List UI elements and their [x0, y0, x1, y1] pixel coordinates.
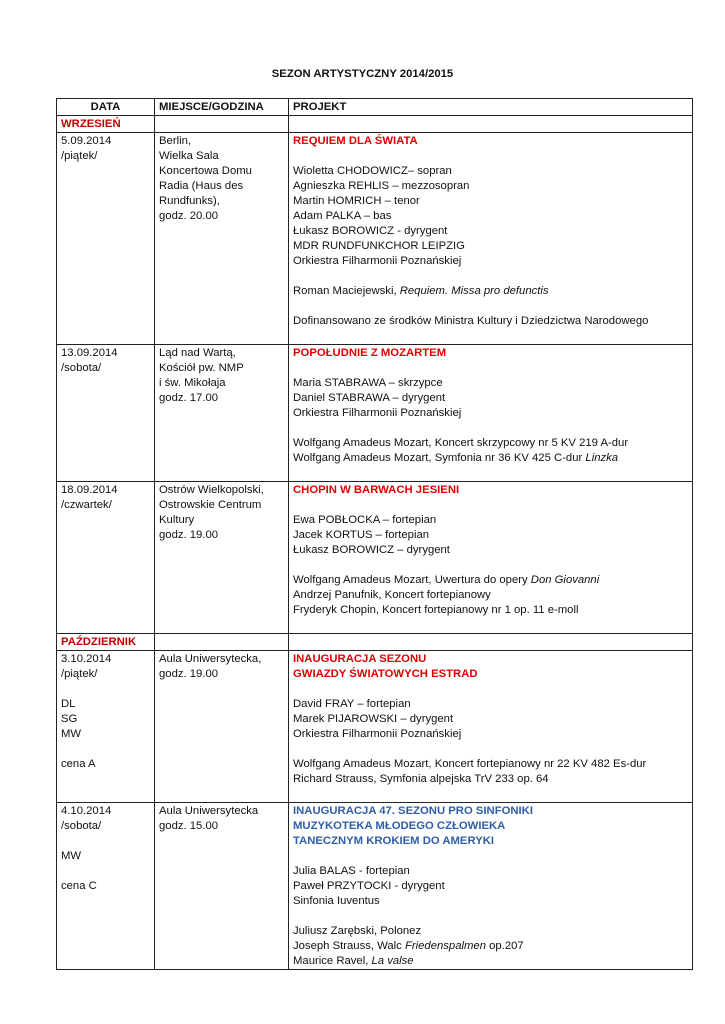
- event-date-cell: [57, 133, 155, 345]
- performer-line: David FRAY – fortepian: [293, 698, 411, 710]
- spacer: [293, 361, 688, 376]
- spacer: [293, 787, 688, 802]
- spacer: [293, 299, 688, 314]
- event-date-cell: [57, 345, 155, 482]
- work-line: Wolfgang Amadeus Mozart, Uwertura do opery Don Giovanni: [293, 574, 600, 586]
- event-project-cell: [289, 651, 693, 803]
- work-line: Wolfgang Amadeus Mozart, Symfonia nr 36 KV 425 C-dur Linzka: [293, 452, 619, 464]
- place-line: godz. 19.00: [159, 529, 219, 541]
- performer-line: Łukasz BOROWICZ - dyrygent: [293, 225, 448, 237]
- performer-line: Marek PIJAROWSKI – dyrygent: [293, 713, 454, 725]
- spacer: [293, 618, 688, 633]
- month-row-september: [57, 116, 693, 133]
- event-place-cell: [155, 651, 289, 803]
- place-line: Ostrowskie Centrum: [159, 499, 262, 511]
- work-line: Juliusz Zarębski, Polonez: [293, 925, 422, 937]
- event-row: [57, 803, 693, 970]
- place-line: Koncertowa Domu: [159, 165, 252, 177]
- performer-line: Orkiestra Filharmonii Poznańskiej: [293, 728, 462, 740]
- work-line: Wolfgang Amadeus Mozart, Koncert fortepianowy nr 22 KV 482 Es-dur: [293, 758, 647, 770]
- performer-line: Maria STABRAWA – skrzypce: [293, 377, 443, 389]
- date-line: 13.09.2014: [61, 347, 118, 359]
- spacer: [293, 558, 688, 573]
- place-line: godz. 19.00: [159, 668, 219, 680]
- date-line: MW: [61, 728, 82, 740]
- event-row: [57, 345, 693, 482]
- date-line: 4.10.2014: [61, 805, 112, 817]
- season-table: [56, 98, 693, 970]
- event-row: [57, 651, 693, 803]
- header-row: [57, 99, 693, 116]
- project-title: TANECZNYM KROKIEM DO AMERYKI: [293, 835, 495, 847]
- header-date: DATA: [57, 99, 155, 116]
- work-line: Andrzej Panufnik, Koncert fortepianowy: [293, 589, 491, 601]
- place-line: Radia (Haus des: [159, 180, 244, 192]
- performer-line: Orkiestra Filharmonii Poznańskiej: [293, 255, 462, 267]
- date-line: /piątek/: [61, 668, 98, 680]
- performer-line: Orkiestra Filharmonii Poznańskiej: [293, 407, 462, 419]
- place-line: godz. 15.00: [159, 820, 219, 832]
- document-title: SEZON ARTYSTYCZNY 2014/2015: [271, 68, 454, 80]
- event-place-cell: [155, 482, 289, 634]
- place-line: Kultury: [159, 514, 195, 526]
- month-row-october: [57, 634, 693, 651]
- performer-line: Łukasz BOROWICZ – dyrygent: [293, 544, 450, 556]
- date-line: 3.10.2014: [61, 653, 112, 665]
- event-date-cell: [57, 651, 155, 803]
- header-project: PROJEKT: [289, 99, 693, 116]
- event-place-cell: [155, 803, 289, 970]
- work-line: Fryderyk Chopin, Koncert fortepianowy nr 1 op. 11 e-moll: [293, 604, 579, 616]
- work-line: Joseph Strauss, Walc Friedenspalmen op.207: [293, 940, 524, 952]
- event-place-cell: [155, 133, 289, 345]
- performer-line: Wioletta CHODOWICZ– sopran: [293, 165, 452, 177]
- event-project-cell: [289, 133, 693, 345]
- header-place: MIEJSCE/GODZINA: [155, 99, 289, 116]
- place-line: Rundfunks),: [159, 195, 220, 207]
- date-line: DL: [61, 698, 76, 710]
- date-line: SG: [61, 713, 78, 725]
- spacer: [293, 498, 688, 513]
- place-line: i św. Mikołaja: [159, 377, 226, 389]
- work-line: Richard Strauss, Symfonia alpejska TrV 233 op. 64: [293, 773, 549, 785]
- performer-line: Adam PALKA – bas: [293, 210, 392, 222]
- place-line: Wielka Sala: [159, 150, 219, 162]
- performer-line: Ewa POBŁOCKA – fortepian: [293, 514, 437, 526]
- date-line: cena C: [61, 880, 97, 892]
- month-label: WRZESIEŃ: [57, 116, 155, 133]
- place-line: Ląd nad Wartą,: [159, 347, 236, 359]
- project-title: MUZYKOTEKA MŁODEGO CZŁOWIEKA: [293, 820, 506, 832]
- event-date-cell: [57, 803, 155, 970]
- date-line: /piątek/: [61, 150, 98, 162]
- spacer: [293, 742, 688, 757]
- work-line: Maurice Ravel, La valse: [293, 955, 414, 967]
- project-title: INAUGURACJA 47. SEZONU PRO SINFONIKI: [293, 805, 533, 817]
- date-line: /sobota/: [61, 820, 102, 832]
- place-line: Kościół pw. NMP: [159, 362, 244, 374]
- spacer: [293, 421, 688, 436]
- project-title: POPOŁUDNIE Z MOZARTEM: [293, 347, 447, 359]
- place-line: godz. 20.00: [159, 210, 219, 222]
- project-title: GWIAZDY ŚWIATOWYCH ESTRAD: [293, 668, 478, 680]
- place-line: Berlin,: [159, 135, 192, 147]
- date-line: 5.09.2014: [61, 135, 112, 147]
- event-project-cell: [289, 482, 693, 634]
- spacer: [293, 329, 688, 344]
- project-title: INAUGURACJA SEZONU: [293, 653, 427, 665]
- spacer: [293, 466, 688, 481]
- performer-line: Martin HOMRICH – tenor: [293, 195, 420, 207]
- project-title: REQUIEM DLA ŚWIATA: [293, 135, 418, 147]
- place-line: godz. 17.00: [159, 392, 219, 404]
- month-label: PAŹDZIERNIK: [57, 634, 155, 651]
- funding-note: Dofinansowano ze środków Ministra Kultury i Dziedzictwa Narodowego: [293, 315, 649, 327]
- spacer: [61, 864, 150, 879]
- event-row: [57, 133, 693, 345]
- spacer: [293, 149, 688, 164]
- event-place-cell: [155, 345, 289, 482]
- spacer: [61, 834, 150, 849]
- date-line: MW: [61, 850, 82, 862]
- spacer: [293, 849, 688, 864]
- spacer: [293, 909, 688, 924]
- performer-line: MDR RUNDFUNKCHOR LEIPZIG: [293, 240, 465, 252]
- spacer: [293, 682, 688, 697]
- event-project-cell: [289, 345, 693, 482]
- date-line: /sobota/: [61, 362, 102, 374]
- work-line: Wolfgang Amadeus Mozart, Koncert skrzypcowy nr 5 KV 219 A-dur: [293, 437, 629, 449]
- performer-line: Sinfonia Iuventus: [293, 895, 380, 907]
- date-line: /czwartek/: [61, 499, 112, 511]
- spacer: [61, 742, 150, 757]
- work-line: Roman Maciejewski, Requiem. Missa pro defunctis: [293, 285, 549, 297]
- spacer: [61, 682, 150, 697]
- performer-line: Paweł PRZYTOCKI - dyrygent: [293, 880, 445, 892]
- place-line: Ostrów Wielkopolski,: [159, 484, 264, 496]
- performer-line: Jacek KORTUS – fortepian: [293, 529, 430, 541]
- event-row: [57, 482, 693, 634]
- date-line: 18.09.2014: [61, 484, 118, 496]
- event-date-cell: [57, 482, 155, 634]
- place-line: Aula Uniwersytecka: [159, 805, 259, 817]
- performer-line: Julia BALAS - fortepian: [293, 865, 410, 877]
- project-title: CHOPIN W BARWACH JESIENI: [293, 484, 460, 496]
- performer-line: Agnieszka REHLIS – mezzosopran: [293, 180, 470, 192]
- event-project-cell: [289, 803, 693, 970]
- date-line: cena A: [61, 758, 96, 770]
- performer-line: Daniel STABRAWA – dyrygent: [293, 392, 446, 404]
- spacer: [293, 269, 688, 284]
- place-line: Aula Uniwersytecka,: [159, 653, 262, 665]
